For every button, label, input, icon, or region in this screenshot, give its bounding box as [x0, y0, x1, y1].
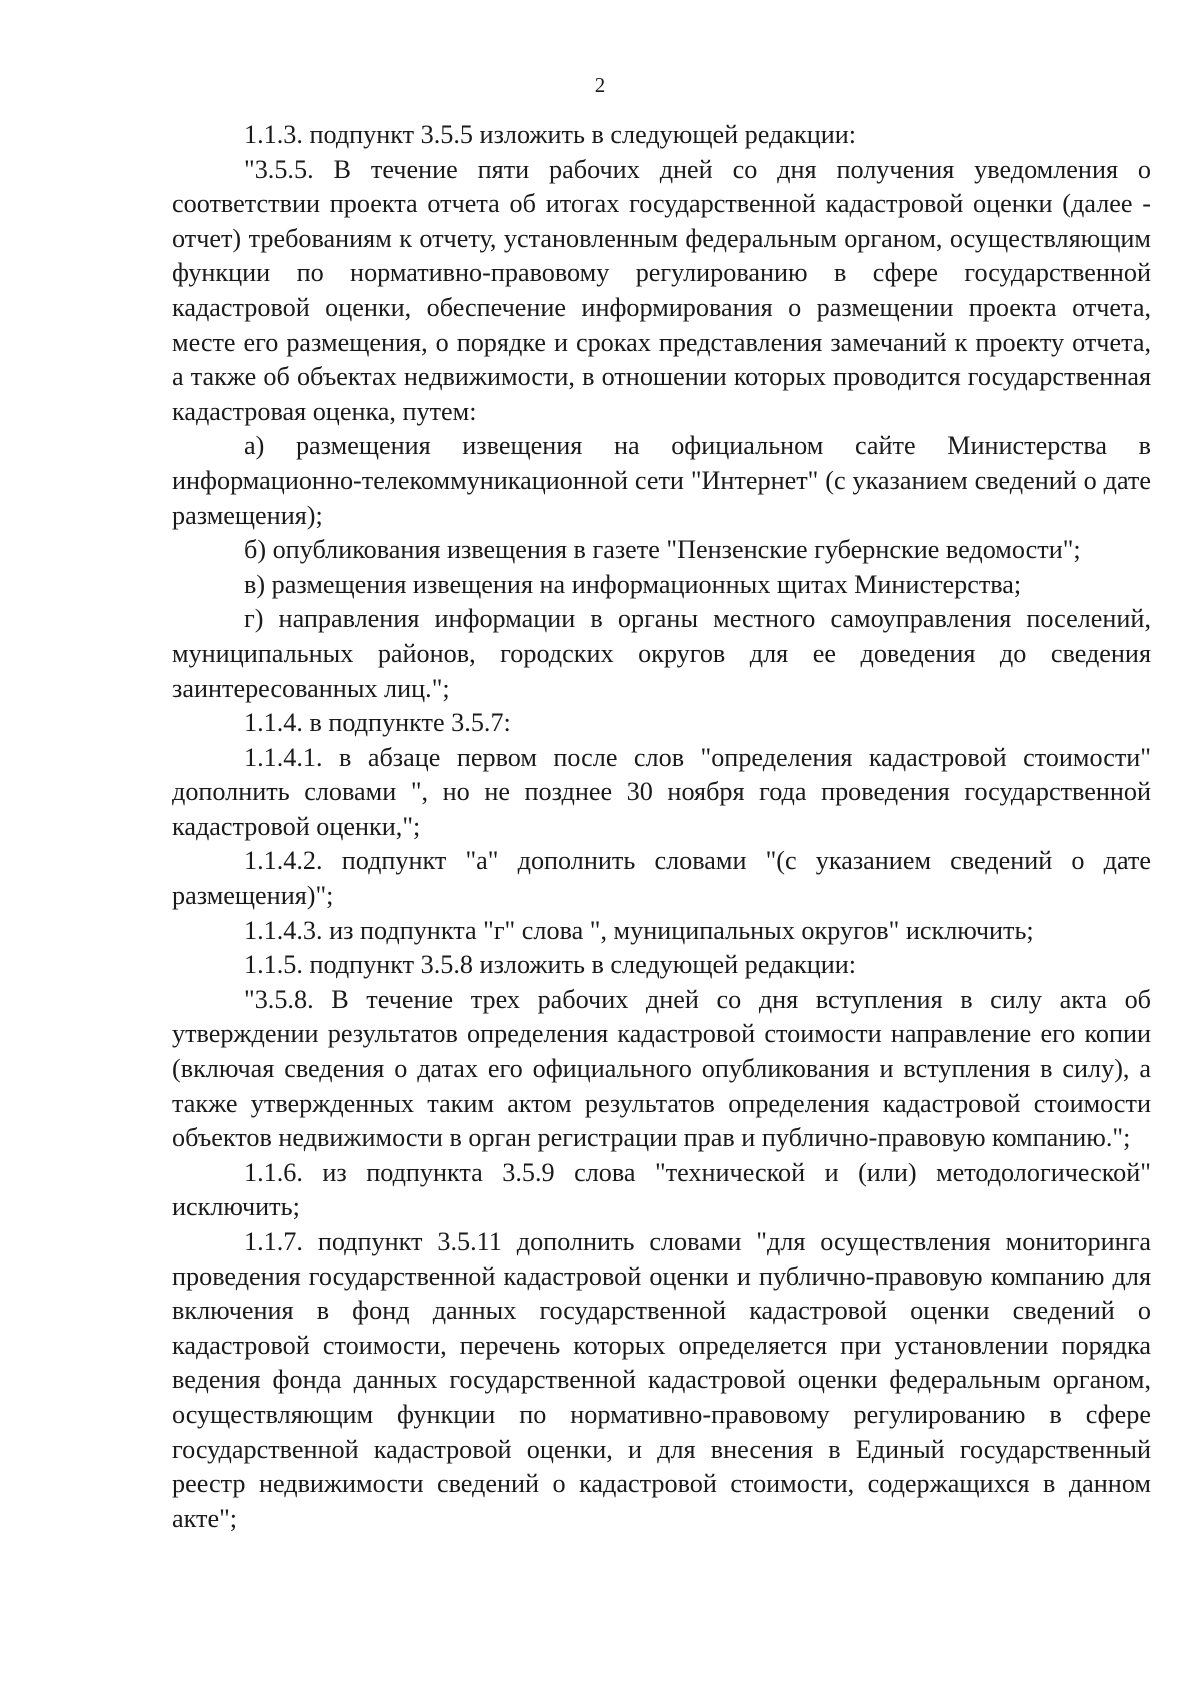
list-item-g: г) направления информации в органы местного самоуправления поселений, муниципальных районов, городских округов для ее доведения до сведения заинтересованных лиц."; — [172, 604, 1151, 703]
paragraph-3-5-8-text: "3.5.8. В течение трех рабочих дней со дня вступления в силу акта об утверждении результатов определения кадастровой стоимости направление его копии (включая сведения о датах его официального опубликования и вступления в силу), а также утвержденных таким актом результатов определения кадастровой стоимости объектов недвижимости в орган регистрации прав и публично-правовую компанию."; — [172, 984, 1151, 1153]
list-item-b: б) опубликования извещения в газете "Пензенские губернские ведомости"; — [244, 535, 1081, 565]
list-item-a: а) размещения извещения на официальном сайте Министерства в информационно-телекоммуникационной сети "Интернет" (с указанием сведений о дате размещения); — [172, 431, 1151, 530]
document-body — [172, 118, 1151, 1536]
paragraph-1-1-7: 1.1.7. подпункт 3.5.11 дополнить словами "для осуществления мониторинга проведения государственной кадастровой оценки и публично-правовую компанию для включения в фонд данных государственной кадастровой оценки сведений о кадастровой стоимости, перечень которых определяется при установлении порядка ведения фонда данных государственной кадастровой оценки федеральным органом, осуществляющим функции по нормативно-правовому регулированию в сфере государственной кадастровой оценки, и для внесения в Единый государственный реестр недвижимости сведений о кадастровой стоимости, содержащихся в данном акте"; — [172, 1227, 1151, 1533]
paragraph-1-1-4-3: 1.1.4.3. из подпункта "г" слова ", муниципальных округов" исключить; — [244, 915, 1034, 945]
paragraph-1-1-4: 1.1.4. в подпункте 3.5.7: — [244, 708, 511, 738]
paragraph-1-1-5: 1.1.5. подпункт 3.5.8 изложить в следующей редакции: — [244, 950, 857, 980]
paragraph-1-1-4-1: 1.1.4.1. в абзаце первом после слов "определения кадастровой стоимости" дополнить словами ", но не позднее 30 ноября года проведения государственной кадастровой оценки,"; — [172, 742, 1151, 841]
paragraph-1-1-6: 1.1.6. из подпункта 3.5.9 слова "технической и (или) методологической" исключить; — [172, 1157, 1151, 1222]
paragraph-3-5-5-text: "3.5.5. В течение пяти рабочих дней со дня получения уведомления о соответствии проекта отчета об итогах государственной кадастровой оценки (далее - отчет) требованиям к отчету, установленным федеральным органом, осуществляющим функции по нормативно-правовому регулированию в сфере государственной кадастровой оценки, обеспечение информирования о размещении проекта отчета, месте его размещения, о порядке и сроках представления замечаний к проекту отчета, а также об объектах недвижимости, в отношении которых проводится государственная кадастровая оценка, путем: — [172, 154, 1151, 426]
paragraph-1-1-4-2: 1.1.4.2. подпункт "а" дополнить словами "(с указанием сведений о дате размещения)"; — [172, 846, 1151, 911]
paragraph-1-1-3: 1.1.3. подпункт 3.5.5 изложить в следующей редакции: — [244, 120, 857, 149]
page-number: 2 — [594, 73, 606, 97]
list-item-v: в) размещения извещения на информационных щитах Министерства; — [244, 569, 1022, 599]
